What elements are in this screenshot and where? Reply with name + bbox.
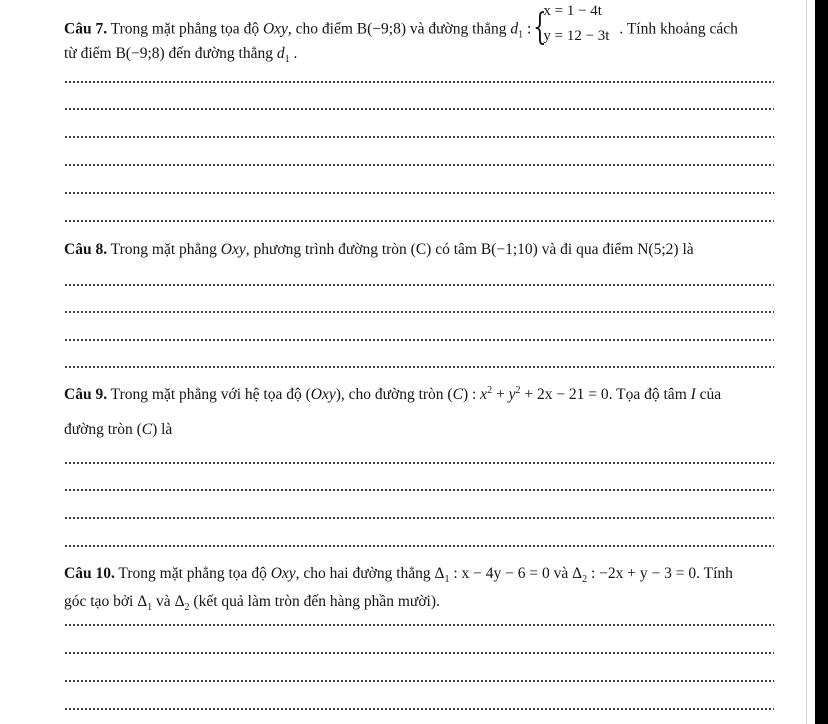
q9-label: Câu 9.: [64, 386, 108, 403]
q9-l2-text-2: ) là: [152, 421, 173, 438]
q7-l2-point: B(−9;8): [115, 45, 165, 62]
answer-line: [64, 680, 774, 682]
answer-line: [64, 489, 774, 491]
answer-line: [64, 81, 774, 83]
q9-sq: 2: [487, 384, 493, 396]
q7-d1: d: [510, 20, 519, 38]
q9-rest: + 2x − 21 = 0: [520, 386, 609, 403]
q7-equation-system: [533, 3, 619, 51]
q8-label: Câu 8.: [64, 241, 108, 258]
answer-line: [64, 545, 774, 547]
q8-point: N(5;2): [637, 241, 679, 258]
q7-label: Câu 7.: [64, 20, 108, 38]
q10-line-1: [64, 564, 733, 584]
q7-point: B(−9;8): [356, 20, 406, 38]
q8-oxy: Oxy: [220, 241, 246, 258]
q7-text-1: Trong mặt phẳng tọa độ: [107, 20, 263, 38]
q10-line-2: [64, 592, 440, 612]
q8-text-4: là: [678, 241, 694, 258]
page-edge: [806, 0, 807, 724]
q7-l2-text-3: .: [289, 45, 298, 62]
q10-eq2: : −2x + y − 3 = 0: [587, 565, 697, 582]
q8-center: B(−1;10): [480, 241, 538, 258]
answer-line: [64, 192, 774, 194]
q10-delta2: Δ: [572, 565, 583, 582]
answer-line: [64, 366, 774, 368]
q10-text-1: Trong mặt phẳng tọa độ: [114, 565, 271, 582]
answer-line: [64, 708, 774, 710]
q9-text-3: ) :: [462, 386, 481, 403]
q7-text-4: . Tính khoảng cách: [619, 20, 738, 38]
q10-l2-text-2: và: [152, 593, 175, 610]
q9-l2-c: C: [141, 421, 153, 438]
q10-eq1: : x − 4y − 6 = 0: [449, 565, 550, 582]
q7-l2-d: d: [276, 45, 285, 62]
answer-line: [64, 164, 774, 166]
q9-text-5: của: [695, 386, 722, 403]
q10-text-4: . Tính: [696, 565, 733, 582]
q9-line-1: [64, 385, 721, 405]
q8-text-1: Trong mặt phẳng: [107, 241, 221, 258]
q9-text-2: ), cho đường tròn (: [335, 386, 453, 403]
q10-text-2: , cho hai đường thẳng: [295, 565, 435, 582]
q7-oxy: Oxy: [262, 20, 288, 38]
brace-icon: {: [533, 7, 548, 48]
q9-plus: +: [492, 386, 509, 403]
q9-I: I: [690, 386, 696, 403]
q10-text-3: và: [549, 565, 573, 582]
right-border: [815, 0, 828, 724]
q7-d1-sub: 1: [518, 29, 524, 41]
q9-oxy: Oxy: [310, 386, 336, 403]
answer-line: [64, 136, 774, 138]
q7-l2-sub: 1: [284, 54, 290, 66]
q10-l2-text-1: góc tạo bởi: [64, 593, 138, 610]
answer-line: [64, 284, 774, 286]
q10-delta1: Δ: [434, 565, 445, 582]
q10-label: Câu 10.: [64, 565, 115, 582]
q10-l2-delta2: Δ: [174, 593, 185, 610]
answer-line: [64, 220, 774, 222]
answer-line: [64, 624, 774, 626]
q7-l2-text-1: từ điểm: [64, 45, 116, 62]
q10-l2-delta1: Δ: [137, 593, 148, 610]
q9-text-4: . Tọa độ tâm: [608, 386, 691, 403]
answer-line: [64, 108, 774, 110]
answer-line: [64, 517, 774, 519]
q7-text-2: , cho điểm: [287, 20, 357, 38]
q10-l2-text-3: (kết quả làm tròn đến hàng phần mười).: [189, 593, 440, 610]
answer-line: [64, 652, 774, 654]
q9-x: x: [480, 386, 488, 403]
q7-l2-text-2: đến đường thẳng: [164, 45, 277, 62]
q9-text-1: Trong mặt phẳng với hệ tọa độ (: [107, 386, 311, 403]
q7-colon: :: [523, 20, 532, 38]
q7-line-2: [64, 44, 297, 64]
q9-y: y: [508, 386, 516, 403]
q9-line-2: [64, 420, 172, 440]
q10-oxy: Oxy: [270, 565, 296, 582]
answer-line: [64, 311, 774, 313]
q7-eq-1: x = 1 − 4t: [543, 3, 602, 19]
q10-l2-sub2: 2: [184, 602, 190, 614]
q7-eq-2: y = 12 − 3t: [543, 28, 610, 44]
answer-line: [64, 339, 774, 341]
q8-text-2: , phương trình đường tròn (C) có tâm: [245, 241, 481, 258]
q8-line-1: [64, 240, 694, 260]
q10-delta2-sub: 2: [582, 574, 588, 586]
q8-text-3: và đi qua điểm: [537, 241, 638, 258]
q9-l2-text-1: đường tròn (: [64, 421, 142, 438]
q9-c: C: [452, 386, 463, 403]
q9-sq2: 2: [515, 384, 521, 396]
q7-text-3: và đường thẳng: [406, 20, 511, 38]
q10-l2-sub1: 1: [147, 602, 153, 614]
q10-delta1-sub: 1: [444, 574, 450, 586]
answer-line: [64, 462, 774, 464]
